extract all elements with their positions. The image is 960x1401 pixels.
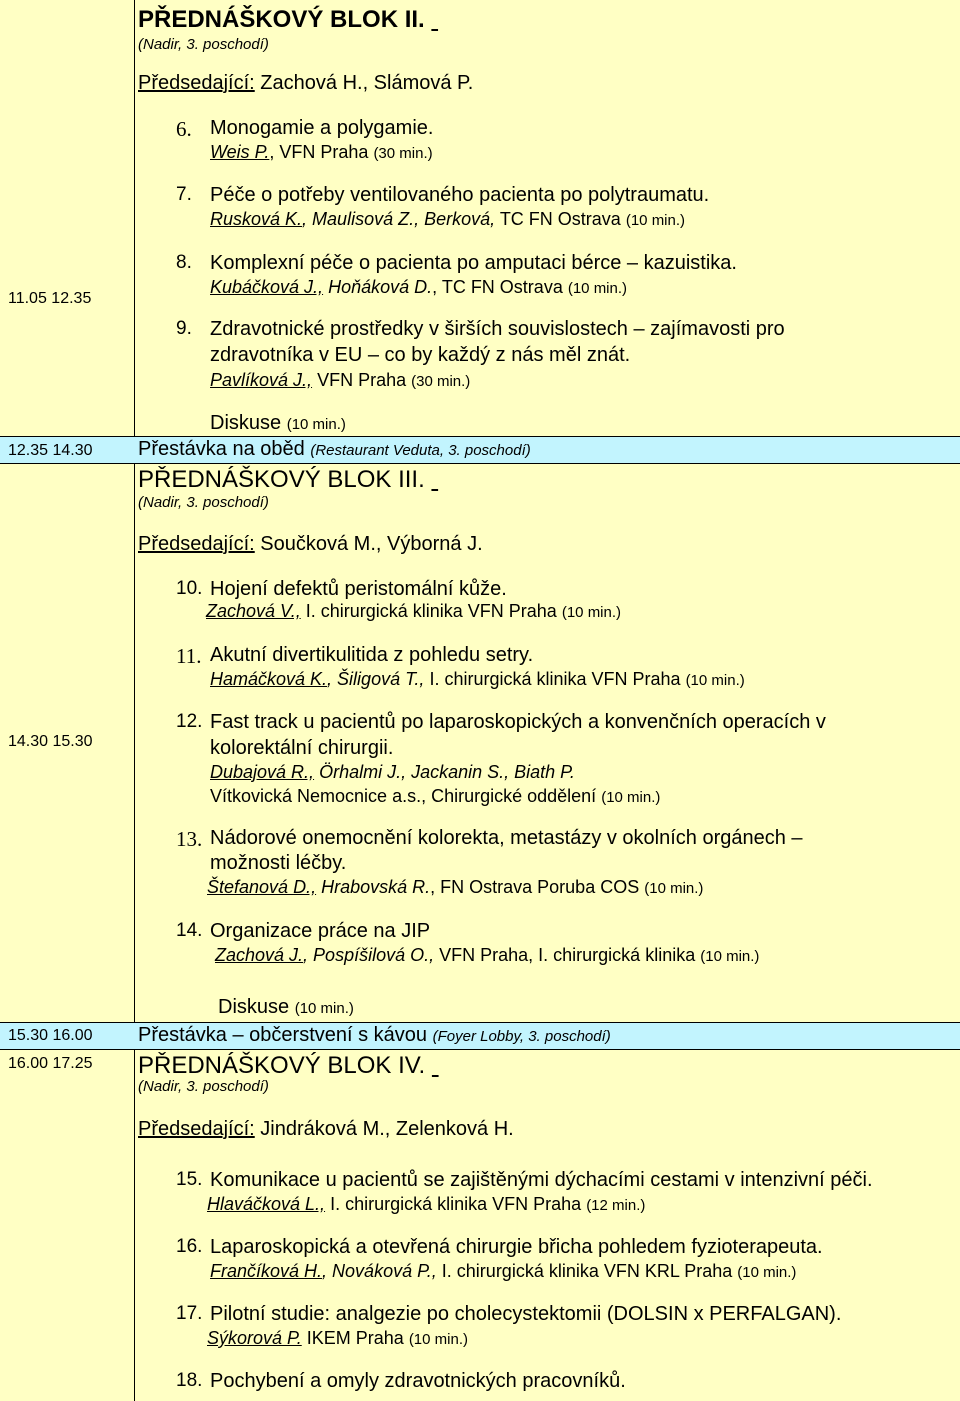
talk-title: Laparoskopická a otevřená chirurgie břicha pohledem fyzioterapeuta. [210, 1236, 823, 1258]
talk-title: Organizace práce na JIP [210, 920, 431, 942]
talk-number: 12. [176, 711, 203, 732]
talk-authors: Zachová V., I. chirurgická klinika VFN Praha (10 min.) [206, 601, 622, 621]
block3-chairs: Předsedající: Součková M., Výborná J. [138, 533, 483, 555]
block4-room: (Nadir, 3. poschodí) [138, 1078, 269, 1095]
lunch-time: 12.35 14.30 [8, 442, 93, 459]
talk-title-line2: možnosti léčby. [210, 852, 347, 874]
talk-number: 16. [176, 1236, 203, 1257]
coffee-label: Přestávka – občerstvení s kávou (Foyer Lobby, 3. poschodí) [138, 1024, 611, 1046]
talk-number: 9. [176, 318, 192, 339]
talk-number: 18. [176, 1370, 203, 1391]
talk-title: Akutní divertikulitida z pohledu setry. [210, 644, 534, 666]
talk-title: Komunikace u pacientů se zajištěnými dýchacími cestami v intenzivní péči. [210, 1169, 873, 1191]
block3-title: PŘEDNÁŠKOVÝ BLOK III. [138, 466, 425, 493]
block4-title: PŘEDNÁŠKOVÝ BLOK IV. [138, 1052, 426, 1079]
talk-number: 8. [176, 252, 192, 273]
block2-title: PŘEDNÁŠKOVÝ BLOK II. [138, 6, 425, 33]
talk-title: Pochybení a omyly zdravotnických pracovníků. [210, 1370, 626, 1392]
talk-authors: Pavlíková J., VFN Praha (30 min.) [210, 370, 471, 390]
talk-title: Zdravotnické prostředky v širších souvislostech – zajímavosti pro [210, 318, 785, 340]
talk-number: 7. [176, 184, 192, 205]
talk-authors: Sýkorová P. IKEM Praha (10 min.) [207, 1328, 468, 1348]
talk-authors: Hlaváčková L., I. chirurgická klinika VFN Praha (12 min.) [207, 1194, 646, 1214]
talk-number: 13. [176, 827, 203, 851]
talk-authors: Zachová J., Pospíšilová O., VFN Praha, I. chirurgická klinika (10 min.) [215, 945, 760, 965]
block2-room: (Nadir, 3. poschodí) [138, 36, 269, 53]
talk-authors: Štefanová D., Hrabovská R., FN Ostrava Poruba COS (10 min.) [207, 877, 704, 897]
divider [0, 1049, 960, 1050]
talk-authors: Rusková K., Maulisová Z., Berková, TC FN Ostrava (10 min.) [210, 209, 686, 229]
talk-number: 14. [176, 920, 203, 941]
coffee-time: 15.30 16.00 [8, 1027, 93, 1044]
talk-authors: Dubajová R., Örhalmi J., Jackanin S., Biath P. [210, 762, 575, 782]
talk-authors: Weis P., VFN Praha (30 min.) [210, 142, 433, 162]
talk-authors: Kubáčková J., Hoňáková D., TC FN Ostrava (10 min.) [210, 277, 628, 297]
talk-number: 6. [176, 117, 192, 141]
block3-time: 14.30 15.30 [8, 733, 93, 750]
divider [0, 1022, 960, 1023]
talk-number: 17. [176, 1303, 203, 1324]
talk-title: Pilotní studie: analgezie po cholecystektomii (DOLSIN x PERFALGAN). [210, 1303, 842, 1325]
talk-title: Fast track u pacientů po laparoskopických a konvenčních operacích v [210, 711, 826, 733]
talk-title: Hojení defektů peristomální kůže. [210, 578, 507, 600]
column-divider [134, 0, 135, 1401]
talk-title-line2: zdravotníka v EU – co by každý z nás měl znát. [210, 344, 631, 366]
talk-title: Nádorové onemocnění kolorekta, metastázy v okolních orgánech – [210, 827, 803, 849]
talk-title: Péče o potřeby ventilovaného pacienta po polytraumatu. [210, 184, 710, 206]
talk-place: Vítkovická Nemocnice a.s., Chirurgické oddělení (10 min.) [210, 786, 661, 806]
talk-title: Komplexní péče o pacienta po amputaci bérce – kazuistika. [210, 252, 737, 274]
discussion: Diskuse (10 min.) [218, 996, 354, 1018]
talk-authors: Hamáčková K., Šiligová T., I. chirurgická klinika VFN Praha (10 min.) [210, 669, 745, 689]
talk-number: 11. [176, 644, 202, 668]
divider [0, 436, 960, 437]
divider [0, 463, 960, 464]
talk-number: 15. [176, 1169, 203, 1190]
talk-title: Monogamie a polygamie. [210, 117, 434, 139]
block4-time: 16.00 17.25 [8, 1055, 93, 1072]
discussion: Diskuse (10 min.) [210, 412, 346, 434]
block4-chairs: Předsedající: Jindráková M., Zelenková H. [138, 1118, 514, 1140]
block2-time: 11.05 12.35 [8, 290, 92, 307]
talk-title-line2: kolorektální chirurgii. [210, 737, 394, 759]
block2-chairs: Předsedající: Zachová H., Slámová P. [138, 72, 474, 94]
block3-room: (Nadir, 3. poschodí) [138, 494, 269, 511]
talk-number: 10. [176, 578, 203, 599]
talk-authors: Frančíková H., Nováková P., I. chirurgická klinika VFN KRL Praha (10 min.) [210, 1261, 797, 1281]
lunch-label: Přestávka na oběd (Restaurant Veduta, 3. poschodí) [138, 438, 531, 460]
